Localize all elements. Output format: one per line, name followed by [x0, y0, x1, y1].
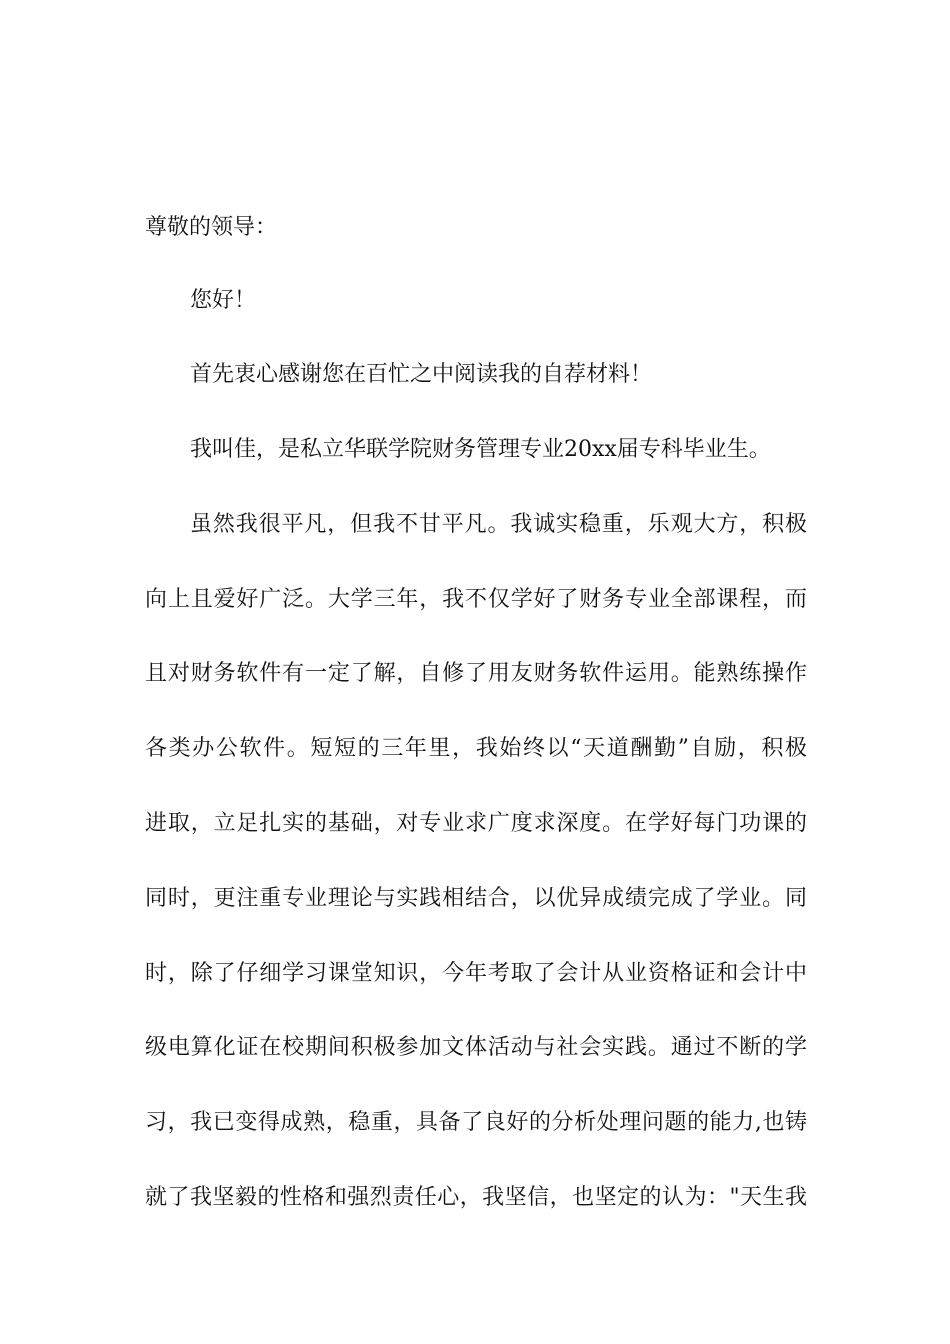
paragraph-3-line-2: 向上且爱好广泛。大学三年，我不仅学好了财务专业全部课程，而	[145, 587, 807, 612]
paragraph-3-line-1: 虽然我很平凡，但我不甘平凡。我诚实稳重，乐观大方，积极	[190, 512, 807, 537]
paragraph-2-line-1: 我叫佳，是私立华联学院财务管理专业20xx届专科毕业生。	[190, 437, 771, 462]
paragraph-3-line-5: 进取，立足扎实的基础，对专业求广度求深度。在学好每门功课的	[145, 811, 807, 836]
paragraph-3-line-3: 且对财务软件有一定了解，自修了用友财务软件运用。能熟练操作	[145, 661, 807, 686]
paragraph-3-line-8: 级电算化证在校期间积极参加文体活动与社会实践。通过不断的学	[145, 1035, 807, 1060]
paragraph-3-line-9: 习，我已变得成熟，稳重，具备了良好的分析处理问题的能力,也铸	[145, 1110, 807, 1135]
paragraph-3-line-10: 就了我坚毅的性格和强烈责任心，我坚信，也坚定的认为："天生我	[145, 1185, 807, 1210]
greeting: 您好！	[190, 288, 257, 313]
paragraph-3-line-7: 时，除了仔细学习课堂知识，今年考取了会计从业资格证和会计中	[145, 961, 807, 986]
paragraph-3-line-4: 各类办公软件。短短的三年里，我始终以“天道酬勤”自励，积极	[145, 736, 807, 761]
paragraph-1-line-1: 首先衷心感谢您在百忙之中阅读我的自荐材料！	[190, 362, 653, 387]
salutation: 尊敬的领导：	[145, 215, 278, 240]
paragraph-3-line-6: 同时，更注重专业理论与实践相结合，以优异成绩完成了学业。同	[145, 886, 807, 911]
